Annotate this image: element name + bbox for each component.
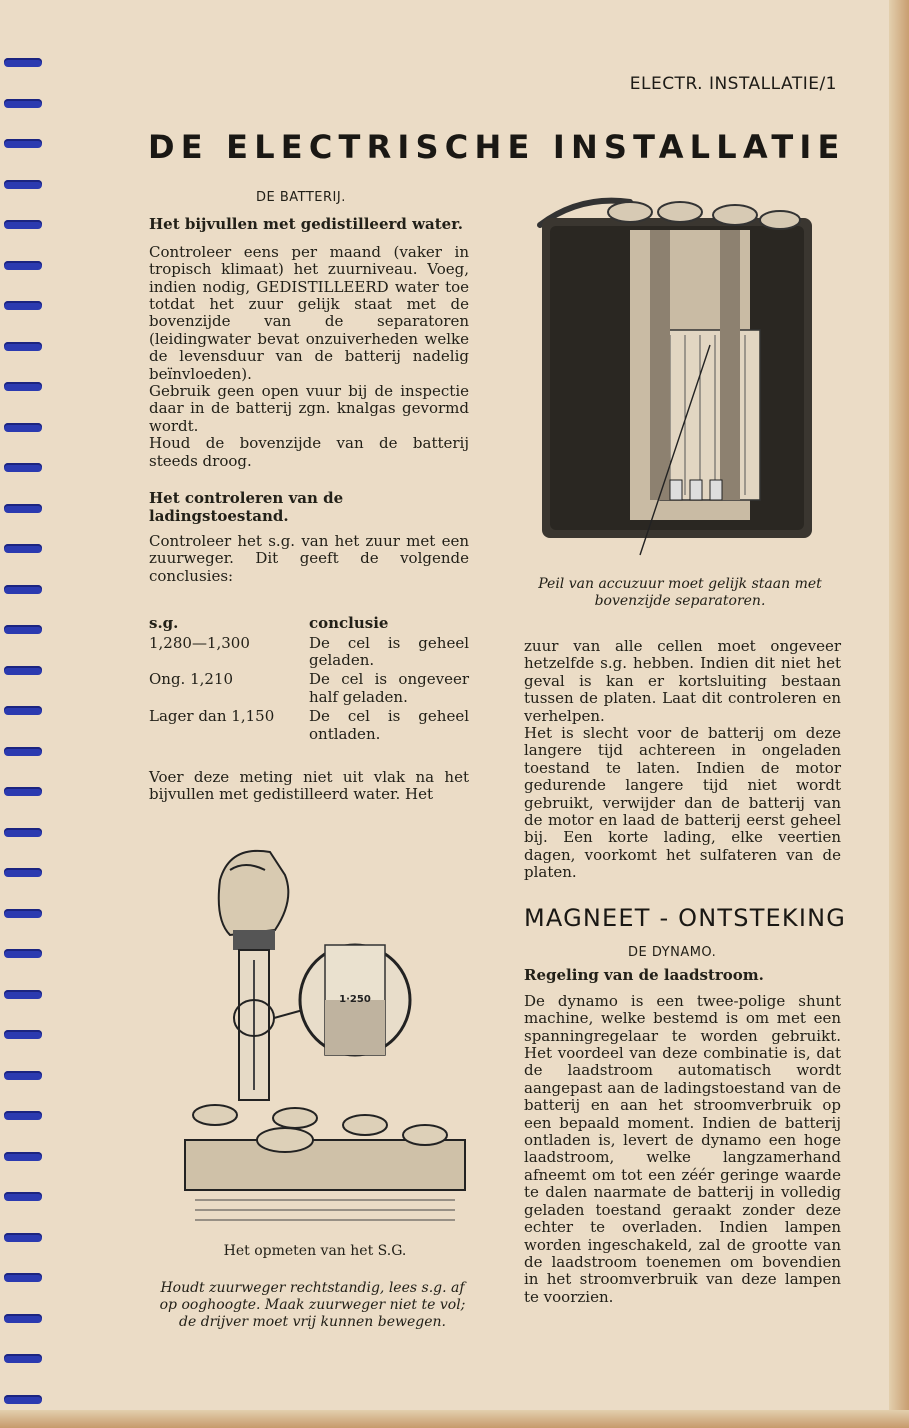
dynamo-section	[524, 944, 841, 1306]
paragraph-zuurweger: Controleer het s.g. van het zuur met een zuurweger. Dit geeft de volgende conclusies:	[149, 531, 469, 585]
spiral-coil	[4, 747, 42, 756]
subheading-ladingstoestand: Het controleren van de ladingstoestand.	[149, 489, 344, 525]
spiral-coil	[4, 382, 42, 391]
spiral-coil	[4, 1071, 42, 1080]
spiral-coil	[4, 342, 42, 351]
spiral-coil	[4, 423, 42, 432]
paragraph-droog: Houd de bovenzijde van de batterij steeds droog.	[149, 434, 469, 470]
table-cell-sg: Ong. 1,210	[149, 670, 234, 689]
hydrometer-caption: Houdt zuurweger rechtstandig, lees s.g. af op ooghoogte. Maak zuurweger niet te vol; de drijver moet vrij kunnen bewegen.	[159, 1280, 466, 1330]
spiral-coil	[4, 868, 42, 877]
table-cell-conclusie: De cel is ongeveer half geladen.	[309, 670, 469, 706]
spiral-coil	[4, 544, 42, 553]
spiral-coil	[4, 1233, 42, 1242]
spiral-coil	[4, 990, 42, 999]
spiral-coil	[4, 220, 42, 229]
spiral-coil	[4, 1152, 42, 1161]
spiral-coil	[4, 99, 42, 108]
section-label-dynamo: DE DYNAMO.	[628, 945, 717, 960]
conclusie-column-header: conclusie	[309, 614, 389, 633]
spiral-coil	[4, 1030, 42, 1039]
page-title: DE ELECTRISCHE INSTALLATIE	[148, 128, 846, 166]
battery-caption: Peil van accuzuur moet gelijk staan met bovenzijde separatoren.	[538, 576, 822, 609]
paragraph-open-vuur: Gebruik geen open vuur bij de inspectie daar in de batterij zgn. knalgas gevormd wordt.	[149, 382, 469, 435]
page-edge-bottom	[0, 1410, 909, 1428]
sg-column-header: s.g.	[149, 614, 179, 633]
spiral-coil	[4, 666, 42, 675]
subheading-laadstroom: Regeling van de laadstroom.	[524, 966, 764, 985]
spiral-coil	[4, 625, 42, 634]
right-column	[524, 638, 841, 882]
table-cell-conclusie: De cel is geheel ontladen.	[309, 707, 469, 743]
spiral-coil	[4, 909, 42, 918]
sg-table	[149, 615, 469, 743]
battery-cutaway-illustration	[520, 190, 840, 560]
spiral-coil	[4, 1192, 42, 1201]
spiral-coil	[4, 706, 42, 715]
spiral-coil	[4, 261, 42, 270]
page-edge-right	[889, 0, 909, 1428]
spiral-coil	[4, 504, 42, 513]
spiral-coil	[4, 787, 42, 796]
hydrometer-scale-label: 1·250	[339, 994, 371, 1005]
spiral-coil	[4, 180, 42, 189]
spiral-coil	[4, 58, 42, 67]
spiral-coil	[4, 1314, 42, 1323]
paragraph-meting: Voer deze meting niet uit vlak na het bijvullen met gedistilleerd water. Het	[149, 767, 469, 804]
spiral-coil	[4, 301, 42, 310]
table-cell-conclusie: De cel is geheel geladen.	[309, 633, 469, 669]
running-head: ELECTR. INSTALLATIE/1	[629, 74, 837, 94]
spiral-coil	[4, 1273, 42, 1282]
table-cell-sg: Lager dan 1,150	[149, 707, 275, 726]
hydrometer-illustration	[175, 840, 485, 1230]
spiral-coil	[4, 949, 42, 958]
paragraph-dynamo: De dynamo is een twee-polige shunt machine, welke bestemd is om met een spanningregelaar te worden gebruikt. Het voordeel van deze combinatie is, dat de laadstroom automatisch wordt aangepast aan de ladingstoestand van de batterij en aan het stroomverbruik op een bepaald moment. Indien de batterij ontladen is, levert de dynamo een hoge laadstroom, welke langzamerhand afneemt om tot een zéér geringe waarde te dalen naarmate de batterij in volledig geladen toestand geraakt zonder deze echter te overladen. Indien lampen worden ingeschakeld, zal de grootte van de laadstroom toenemen om bovendien in het stroomverbruik van deze lampen te voorzien.	[524, 991, 841, 1306]
paragraph-ongeladen: Het is slecht voor de batterij om deze langere tijd achtereen in ongeladen toestand te laten. Indien de motor gedurende langere tijd niet wordt gebruikt, verwijder dan de batterij van de motor en laad de batterij eerst geheel bij. Een korte lading, elke veertien dagen, voorkomt het sulfateren van de platen.	[524, 724, 841, 882]
spiral-coil	[4, 1354, 42, 1363]
paragraph-cellen: zuur van alle cellen moet ongeveer hetzelfde s.g. hebben. Indien dit niet het geval is kan er kortsluiting bestaan tussen de platen. Laat dit controleren en verhelpen.	[524, 637, 841, 725]
table-cell-sg: 1,280—1,300	[149, 633, 250, 652]
left-column	[149, 189, 469, 804]
subheading-bijvullen: Het bijvullen met gedistilleerd water.	[149, 215, 463, 234]
spiral-coil	[4, 139, 42, 148]
paragraph-bijvullen: Controleer eens per maand (vaker in tropisch klimaat) het zuurniveau. Voeg, indien nodig, GEDISTILLEERD water toe totdat het zuur gelijk staat met de bovenzijde van de separatoren (leidingwater bevat onzuiverheden welke de levensduur van de batterij nadelig beïnvloeden).	[149, 242, 469, 383]
spiral-binding	[0, 0, 50, 1428]
section-title-magneet: MAGNEET - ONTSTEKING	[524, 904, 847, 932]
spiral-coil	[4, 1395, 42, 1404]
spiral-coil	[4, 1111, 42, 1120]
spiral-coil	[4, 585, 42, 594]
hydrometer-caption-title: Het opmeten van het S.G.	[223, 1243, 407, 1259]
spiral-coil	[4, 828, 42, 837]
spiral-coil	[4, 463, 42, 472]
section-label-batterij: DE BATTERIJ.	[256, 190, 346, 205]
